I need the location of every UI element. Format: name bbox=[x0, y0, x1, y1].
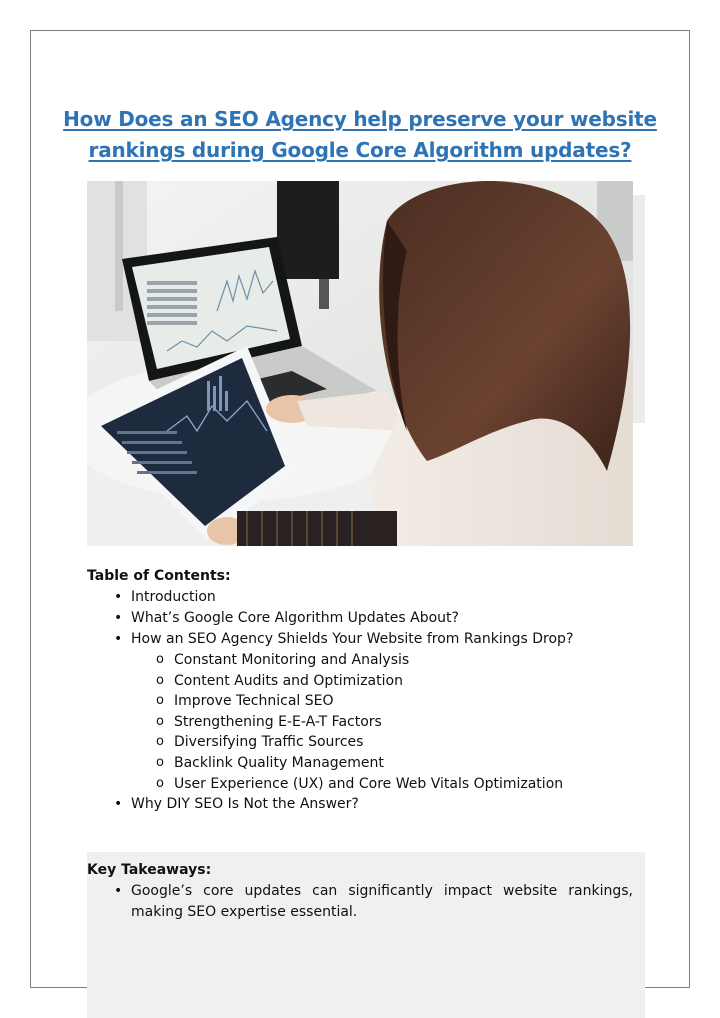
key-takeaway-item: • Google’s core updates can significantly impact website rankings, making SEO expertise essential. bbox=[87, 881, 633, 923]
woman-reviewing-analytics-photo-icon bbox=[87, 181, 633, 546]
key-takeaways-heading: Key Takeaways: bbox=[87, 862, 212, 878]
toc-sublist bbox=[131, 650, 647, 794]
toc-subitem-technical-seo[interactable]: o Improve Technical SEO bbox=[131, 691, 647, 712]
toc-item-introduction[interactable]: • Introduction bbox=[87, 587, 647, 608]
toc-subitem-content-audits[interactable]: o Content Audits and Optimization bbox=[131, 671, 647, 692]
toc-subitem-ux-cwv[interactable]: o User Experience (UX) and Core Web Vitals Optimization bbox=[131, 774, 647, 795]
toc-heading: Table of Contents: bbox=[87, 568, 231, 584]
key-takeaways-list bbox=[87, 881, 633, 923]
toc-list bbox=[87, 587, 647, 815]
toc-subitem-backlinks[interactable]: o Backlink Quality Management bbox=[131, 753, 647, 774]
key-takeaways bbox=[87, 860, 633, 923]
toc-item-diy-seo[interactable]: • Why DIY SEO Is Not the Answer? bbox=[87, 794, 647, 815]
toc-subitem-traffic-sources[interactable]: o Diversifying Traffic Sources bbox=[131, 732, 647, 753]
hero-image bbox=[87, 181, 633, 546]
toc-item-core-updates[interactable]: • What’s Google Core Algorithm Updates About? bbox=[87, 608, 647, 629]
toc-item-agency-shields[interactable] bbox=[87, 629, 647, 794]
toc-subitem-monitoring[interactable]: o Constant Monitoring and Analysis bbox=[131, 650, 647, 671]
document-title[interactable]: How Does an SEO Agency help preserve your website rankings during Google Core Algorithm updates? bbox=[63, 107, 657, 162]
toc-subitem-eeat[interactable]: o Strengthening E-E-A-T Factors bbox=[131, 712, 647, 733]
toc-item-label: How an SEO Agency Shields Your Website from Rankings Drop? bbox=[131, 631, 574, 647]
table-of-contents bbox=[87, 566, 647, 815]
